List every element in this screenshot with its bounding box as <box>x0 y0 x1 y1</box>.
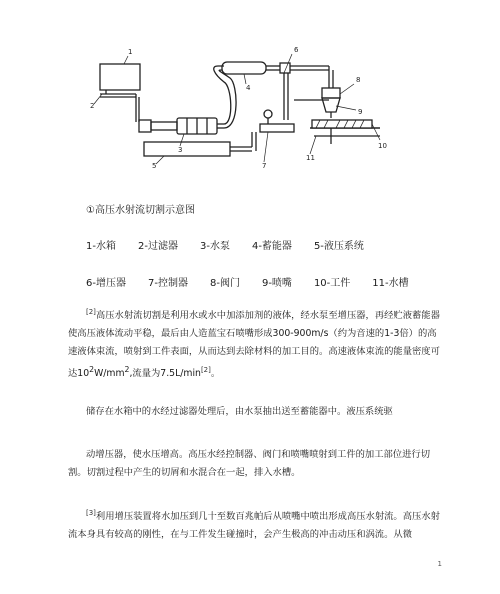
legend-row-1 <box>86 237 386 252</box>
diagram-number-label: 5 <box>152 162 157 170</box>
accumulator-shape <box>222 62 266 74</box>
citation-ref: [3] <box>86 509 96 517</box>
legend-item: 3-水泵 <box>199 241 230 252</box>
waterjet-cutting-diagram <box>84 44 387 170</box>
diagram-number-label: 1 <box>128 48 133 56</box>
legend-row-2 <box>86 274 431 289</box>
paragraph-3: 动增压器，使水压增高。高压水经控制器、阀门和喷嘴喷射到工件的加工部位进行切割。切割过程中产生的切屑和水混合在一起，排入水槽。 <box>68 449 430 478</box>
legend-item: 2-过滤器 <box>137 241 178 252</box>
figure-caption: ①高压水射流切割示意图 <box>86 205 195 216</box>
page-number: 1 <box>437 560 442 568</box>
diagram-number-label: 3 <box>178 146 183 154</box>
paragraph-1 <box>68 303 440 383</box>
diagram-number-label: 9 <box>358 108 363 116</box>
diagram-number-label: 11 <box>306 154 315 162</box>
citation-ref: [2] <box>86 308 96 316</box>
legend-item: 5-液压系统 <box>313 241 364 252</box>
paragraph-text: W/mm <box>94 368 125 380</box>
filter-shape <box>139 120 151 132</box>
legend-item: 9-喷嘴 <box>261 278 292 289</box>
legend-item: 10-工件 <box>313 278 351 289</box>
superscript: 2 <box>124 365 130 375</box>
paragraph-text: ,流量为7.5L/min <box>129 368 201 380</box>
citation-ref: [2] <box>200 366 211 375</box>
hydraulic-system-shape <box>144 142 230 156</box>
gauge-shape <box>264 110 272 118</box>
legend-item: 8-阀门 <box>209 278 240 289</box>
legend-item: 1-水箱 <box>86 241 116 252</box>
controller-shape <box>260 124 294 132</box>
diagram-number-label: 4 <box>246 84 251 92</box>
diagram-number-label: 2 <box>90 102 95 110</box>
paragraph-text: 高压水射流切割是利用水或水中加添加剂的液体，经水泵至增压器，再经贮液蓄能器使高压液体流动平稳，最后由人造蓝宝石喷嘴形成300-900m/s（约为音速的1-3倍）的高速液体束流，喷射到工件表面，从而达到去除材料的加工目的。高速液体束流的能量密度可达10 <box>68 310 440 380</box>
diagram-number-label: 8 <box>356 76 361 84</box>
legend-item: 7-控制器 <box>147 278 188 289</box>
superscript: 2 <box>89 365 95 375</box>
paragraph-text: 。 <box>210 368 221 380</box>
legend-item: 6-增压器 <box>86 278 126 289</box>
diagram-number-label: 6 <box>294 46 299 54</box>
diagram-number-label: 7 <box>262 162 267 170</box>
paragraph-text: 利用增压装置将水加压到几十至数百兆帕后从喷嘴中喷出形成高压水射流。高压水射流本身具有较高的刚性，在与工件发生碰撞时，会产生极高的冲击动压和涡流。从微 <box>68 511 440 541</box>
diagram-number-label: 10 <box>378 142 387 150</box>
paragraph-2: 储存在水箱中的水经过滤器处理后，由水泵抽出送至蓄能器中。液压系统驱 <box>86 406 393 417</box>
water-tank-shape <box>100 64 140 90</box>
paragraph-4 <box>68 504 440 544</box>
valve-shape <box>322 88 340 98</box>
legend-item: 11-水槽 <box>372 278 409 289</box>
legend-item: 4-蓄能器 <box>251 241 292 252</box>
